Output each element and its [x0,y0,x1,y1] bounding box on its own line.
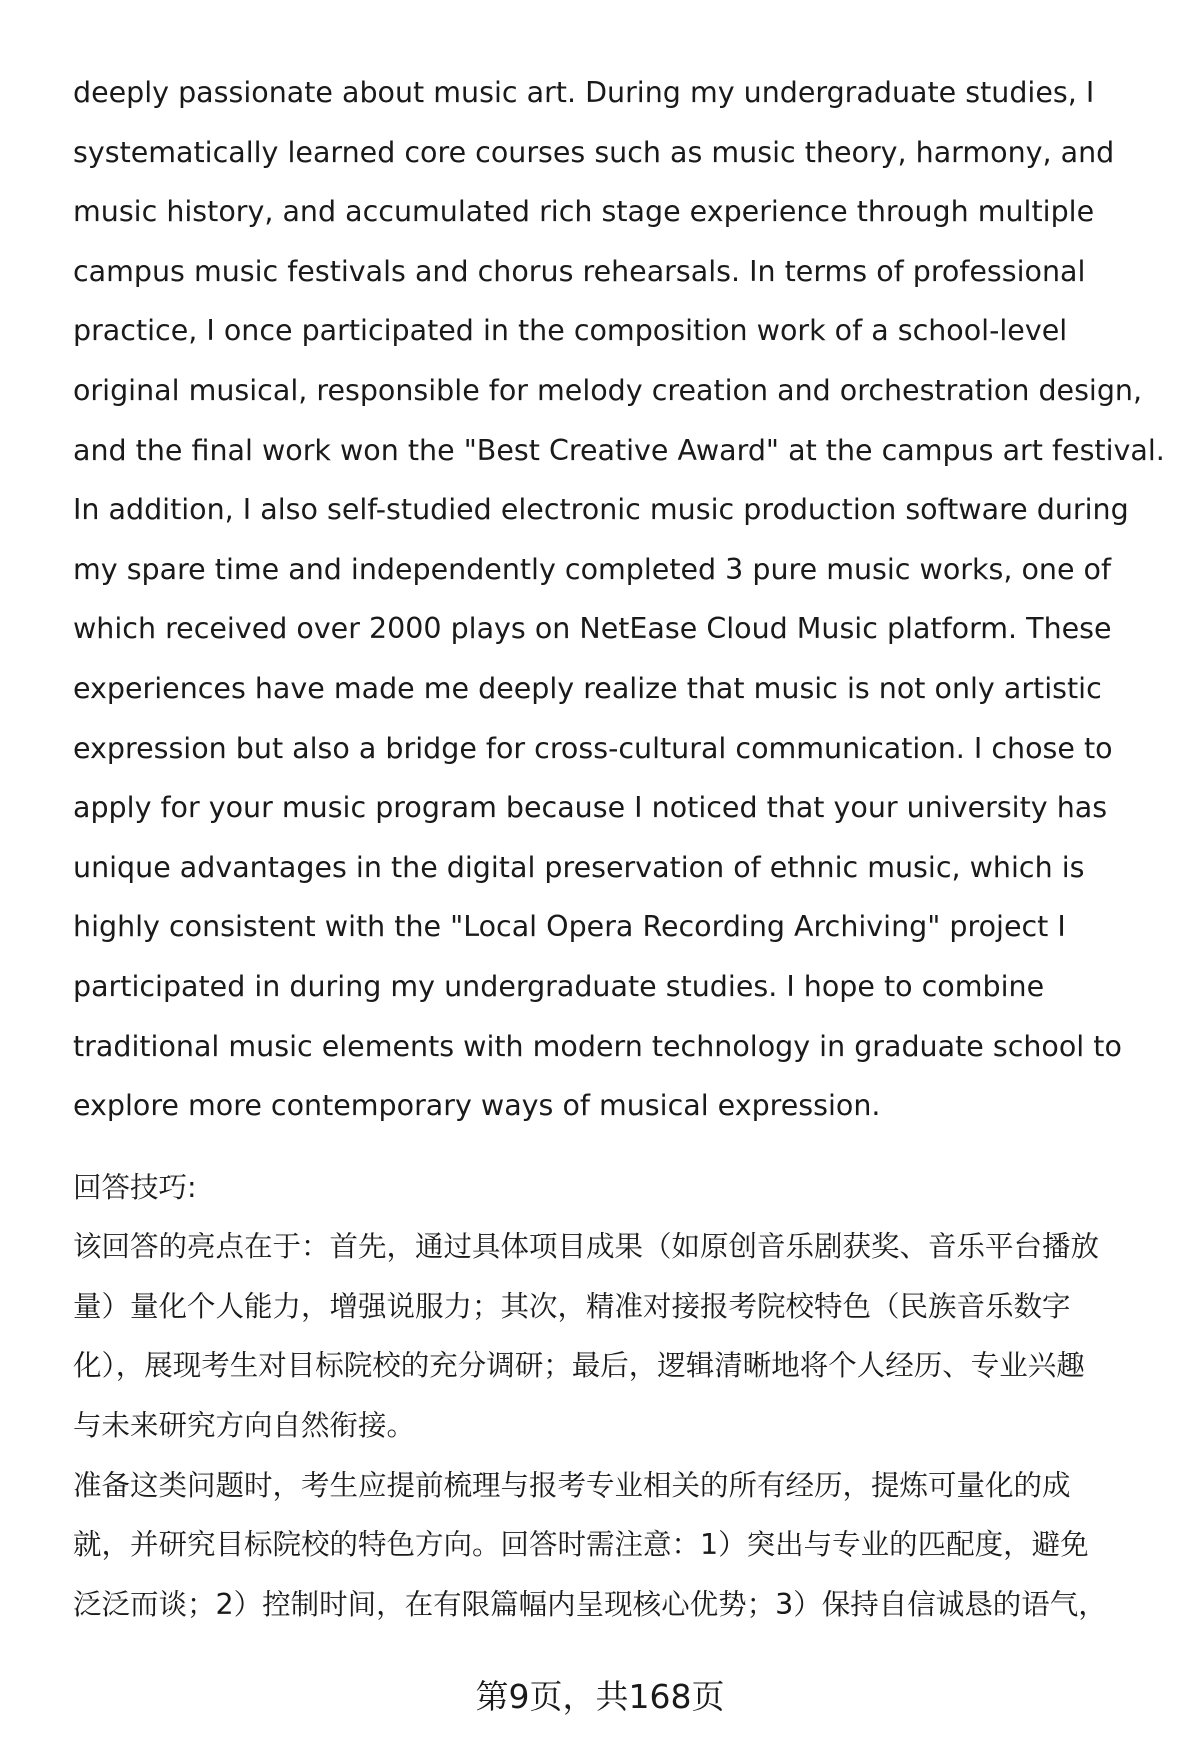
tips-line: 量）量化个人能力，增强说服力；其次，精准对接报考院校特色（民族音乐数字 [73,1289,1071,1323]
page-number: 第9页，共168页 [475,1677,725,1716]
answer-line: original musical, responsible for melody creation and orchestration design, [73,373,1143,407]
answer-line: unique advantages in the digital preservation of ethnic music, which is [73,850,1085,884]
tips-line: 准备这类问题时，考生应提前梳理与报考专业相关的所有经历，提炼可量化的成 [73,1468,1071,1502]
answer-line: participated in during my undergraduate studies. I hope to combine [73,969,1045,1003]
answer-line: systematically learned core courses such as music theory, harmony, and [73,135,1115,169]
answer-line: explore more contemporary ways of musical expression. [73,1089,881,1123]
tips-heading: 回答技巧: [73,1170,197,1204]
page-content [73,63,1183,1634]
answer-line: expression but also a bridge for cross-cultural communication. I chose to [73,731,1113,765]
answer-line: music history, and accumulated rich stage experience through multiple [73,195,1095,229]
tips-line: 就，并研究目标院校的特色方向。回答时需注意：1）突出与专业的匹配度，避免 [73,1528,1089,1562]
answer-line: experiences have made me deeply realize that music is not only artistic [73,671,1102,705]
answer-line: highly consistent with the "Local Opera Recording Archiving" project I [73,910,1066,944]
answer-line: campus music festivals and chorus rehearsals. In terms of professional [73,254,1086,288]
tips-line: 化），展现考生对目标院校的充分调研；最后，逻辑清晰地将个人经历、专业兴趣 [73,1349,1085,1383]
tips-line: 该回答的亮点在于：首先，通过具体项目成果（如原创音乐剧获奖、音乐平台播放 [73,1230,1100,1264]
answer-line: practice, I once participated in the composition work of a school-level [73,314,1068,348]
answer-paragraph [73,63,1183,1136]
tips-line: 泛泛而谈；2）控制时间，在有限篇幅内呈现核心优势；3）保持自信诚恳的语气， [73,1587,1107,1621]
answer-line: my spare time and independently completed 3 pure music works, one of [73,552,1112,586]
answer-line: In addition, I also self-studied electronic music production software during [73,493,1129,527]
tips-paragraph [73,1217,1183,1634]
answer-line: apply for your music program because I noticed that your university has [73,791,1108,825]
answer-line: deeply passionate about music art. During my undergraduate studies, I [73,76,1095,109]
answer-line: traditional music elements with modern technology in graduate school to [73,1029,1122,1063]
answer-line: and the final work won the "Best Creative Award" at the campus art festival. [73,433,1165,467]
tips-line: 与未来研究方向自然衔接。 [73,1409,416,1443]
answer-line: which received over 2000 plays on NetEase Cloud Music platform. These [73,612,1112,646]
